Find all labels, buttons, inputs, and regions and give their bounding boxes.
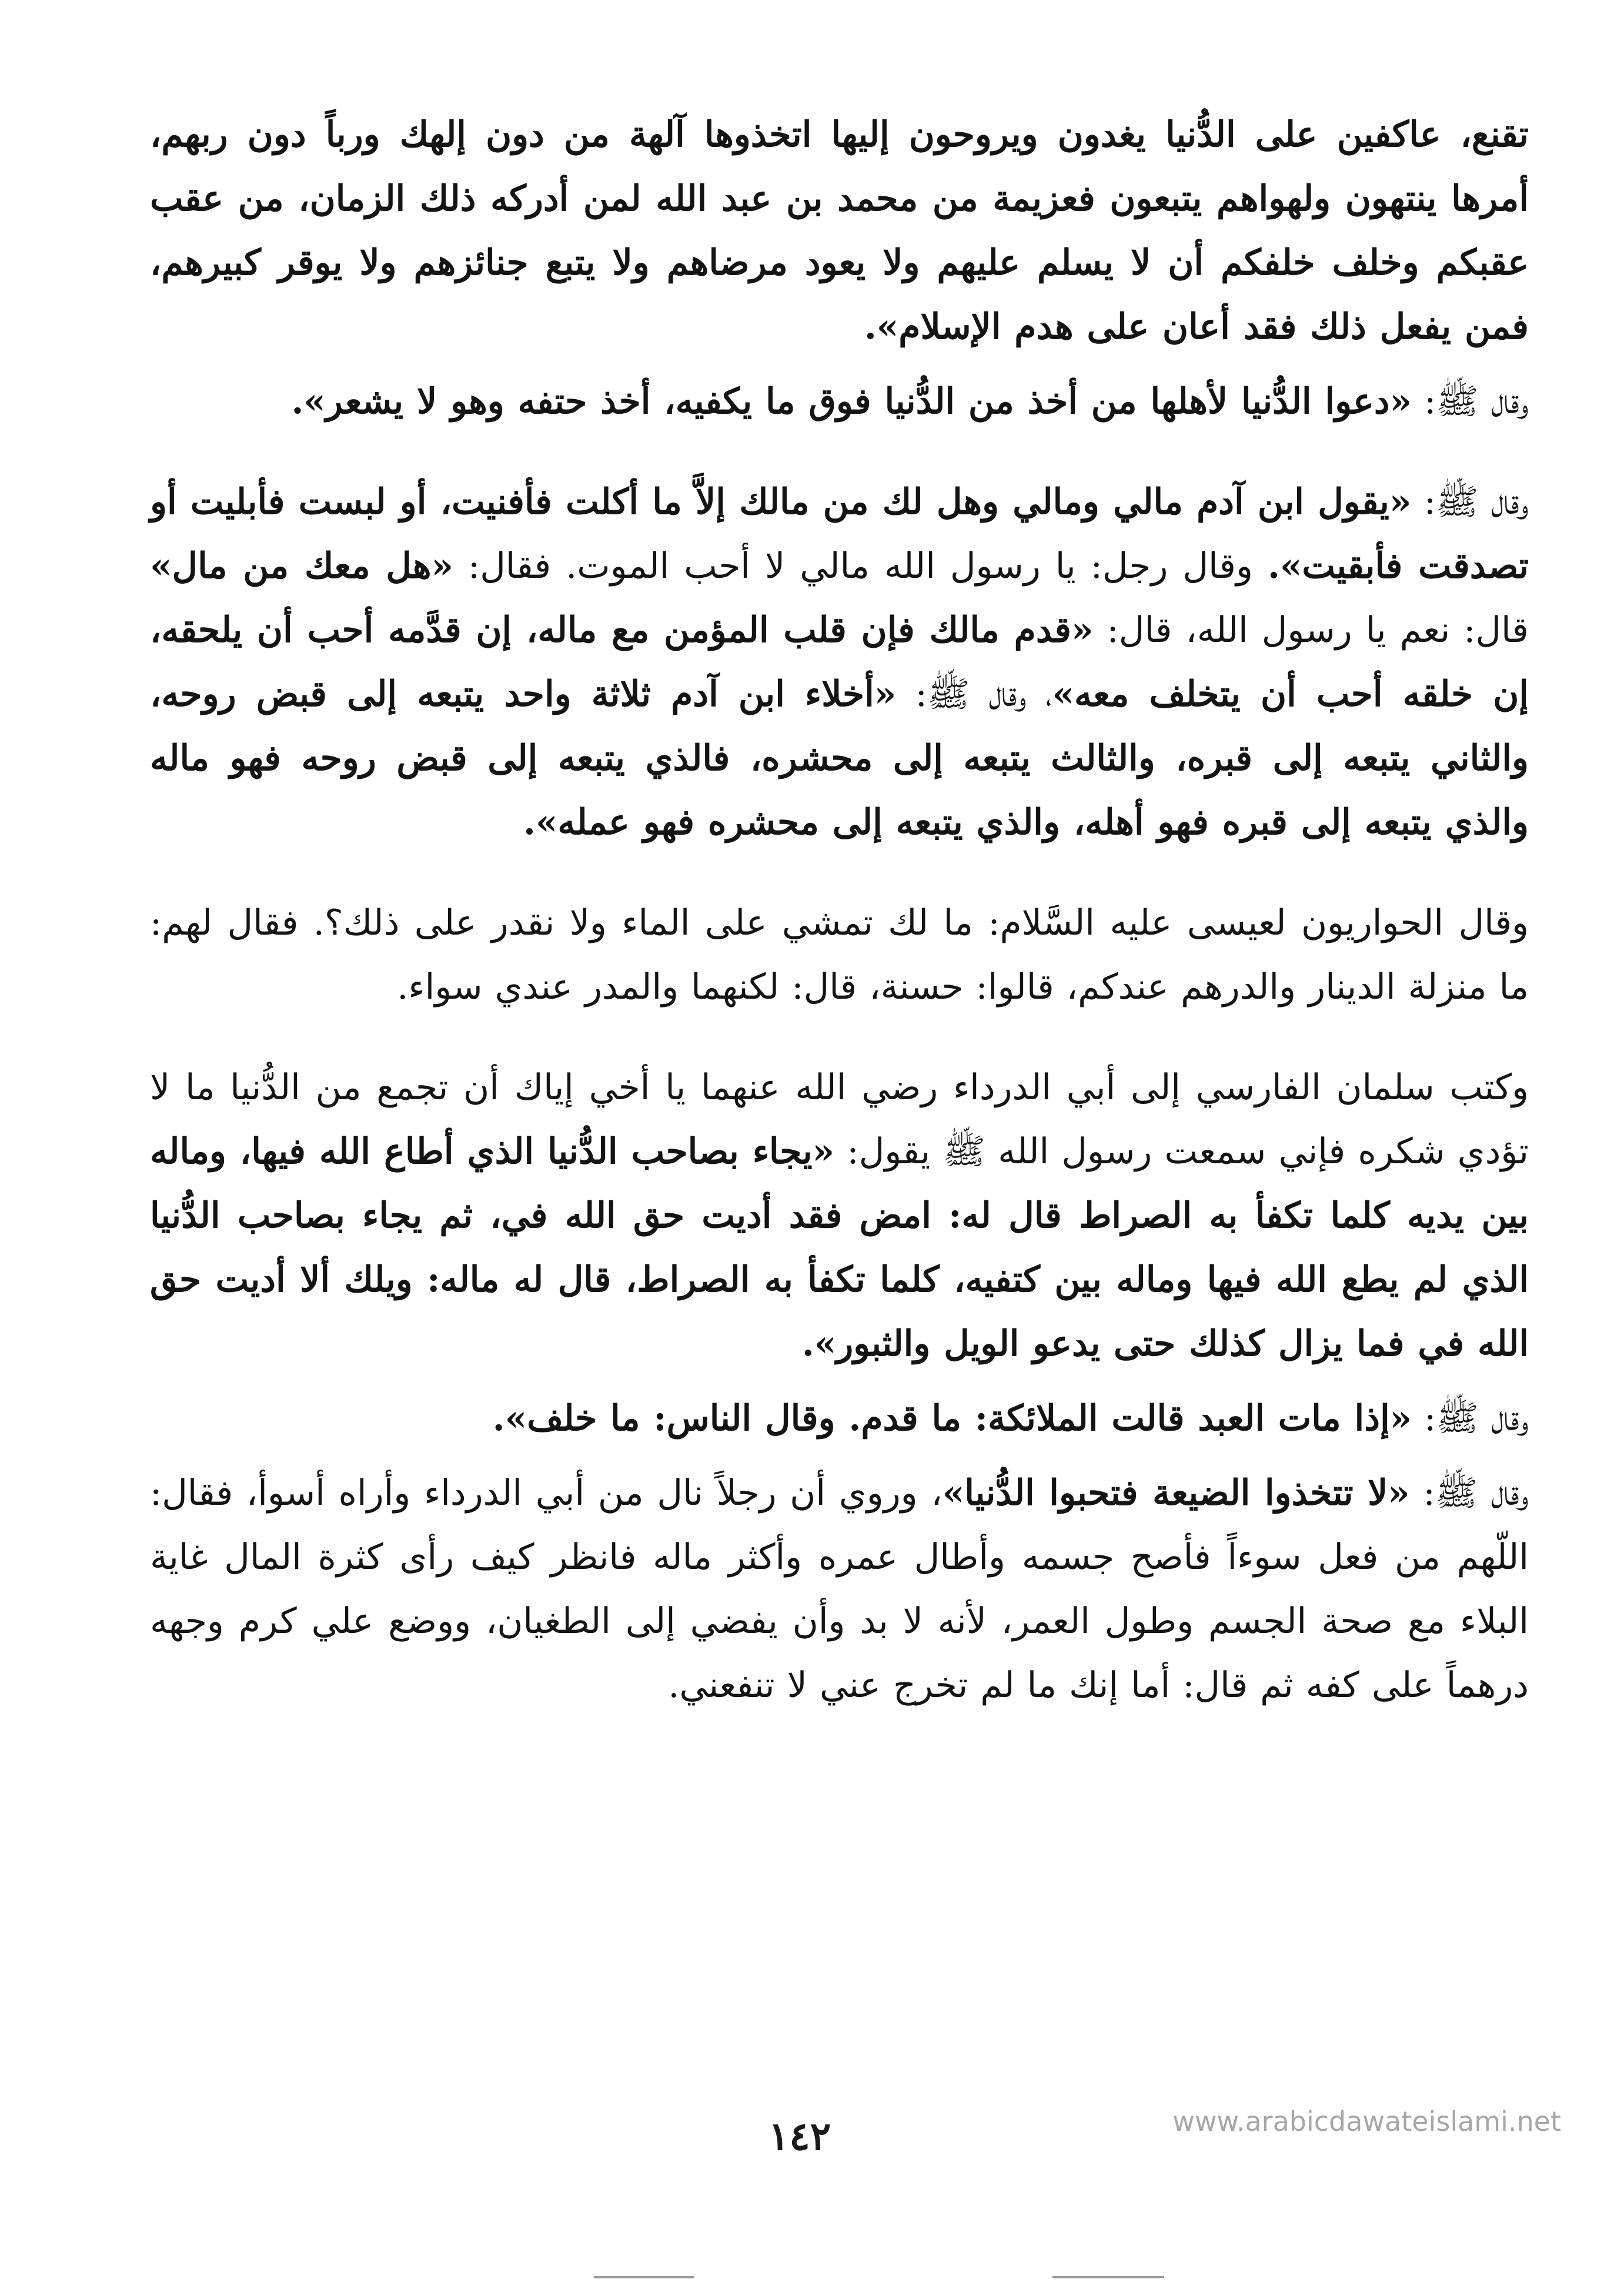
scan-mark-right bbox=[1052, 2276, 1164, 2278]
paragraph-4-text: وقال الحواريون لعيسى عليه السَّلام: ما لك تمشي على الماء ولا نقدر على ذلك؟. فقال لهم: ما منزلة الدينار والدرهم عندكم، قالوا: حسنة، قال: لكنهما والمدر عندي سواء. bbox=[150, 902, 1529, 1008]
paragraph-6-hadith: «إذا مات العبد قالت الملائكة: ما قدم. وقال الناس: ما خلف». bbox=[492, 1398, 1412, 1439]
page-number: ١٤٢ bbox=[768, 2113, 831, 2159]
paragraph-3-tail-3: ، وقال ﷺ: bbox=[896, 674, 1052, 715]
paragraph-7-tail: ، وروي أن رجلاً نال من أبي الدرداء وأراه أسوأ، فقال: اللّهم من فعل سوءاً فأصح جسمه وأطال عمره وأكثر ماله فانظر كيف رأى كثرة المال غاية البلاء مع صحة الجسم وطول العمر، لأنه لا بد وأن يفضي إلى الطغيان، ووضع علي كرم وجهه درهماً على كفه ثم قال: أما إنك ما لم تخرج عني لا تنفعني. bbox=[150, 1472, 1529, 1706]
paragraph-3-hadith: «يقول ابن آدم مالي ومالي وهل لك من مالك إلاَّ ما أكلت فأفنيت، أو لبست فأبليت أو تصدقت فأبقيت». bbox=[150, 481, 1529, 587]
paragraph-3-hadith-3: «قدم مالك فإن قلب المؤمن مع ماله، إن قدَّمه أحب أن يلحقه، إن خلقه أحب أن يتخلف معه» bbox=[150, 610, 1529, 715]
paragraph-3-hadith-4: «أخلاء ابن آدم ثلاثة واحد يتبعه إلى قبض روحه، والثاني يتبعه إلى قبره، والثالث يتبعه إلى محشره، فالذي يتبعه إلى قبض روحه فهو ماله والذي يتبعه إلى قبره فهو أهله، والذي يتبعه إلى محشره فهو عمله». bbox=[150, 674, 1529, 843]
paragraph-5-hadith: «يجاء بصاحب الدُّنيا الذي أطاع الله فيها، وماله بين يديه كلما تكفأ به الصراط قال له: امض فقد أديت حق الله في، ثم يجاء بصاحب الدُّنيا الذي لم يطع الله فيها وماله بين كتفيه، كلما تكفأ به الصراط، قال له ماله: ويلك ألا أديت حق الله في فما يزال كذلك حتى يدعو الويل والثبور». bbox=[150, 1131, 1529, 1364]
paragraph-6-lead: وقال ﷺ: bbox=[1412, 1398, 1529, 1439]
scan-mark-left bbox=[594, 2276, 694, 2278]
paragraph-5 bbox=[150, 1056, 1529, 1376]
paragraph-3-lead: وقال ﷺ: bbox=[1411, 481, 1529, 523]
paragraph-2 bbox=[150, 370, 1529, 434]
paragraph-1-text: تقنع، عاكفين على الدُّنيا يغدون ويروحون إليها اتخذوها آلهة من دون إلهك ورباً دون ربهم، أمرها ينتهون ولهواهم يتبعون فعزيمة من محمد بن عبد الله لمن أدركه ذلك الزمان، من عقب عقبكم وخلف خلفكم أن لا يسلم عليهم ولا يعود مرضاهم ولا يتبع جنائزهم ولا يوقر كبيرهم، فمن يفعل ذلك فقد أعان على هدم الإسلام». bbox=[150, 114, 1529, 347]
paragraph-7-lead: وقال ﷺ: bbox=[1409, 1472, 1529, 1514]
paragraph-3-tail-2: قال: نعم يا رسول الله، قال: bbox=[1093, 610, 1529, 651]
paragraph-7-hadith: «لا تتخذوا الضيعة فتحبوا الدُّنيا» bbox=[942, 1472, 1410, 1514]
paragraph-1 bbox=[150, 103, 1529, 359]
watermark: www.arabicdawateislami.net bbox=[1172, 2106, 1561, 2137]
paragraph-2-hadith: «دعوا الدُّنيا لأهلها من أخذ من الدُّنيا فوق ما يكفيه، أخذ حتفه وهو لا يشعر». bbox=[291, 381, 1412, 422]
paragraph-3 bbox=[150, 470, 1529, 855]
paragraph-3-tail: وقال رجل: يا رسول الله مالي لا أحب الموت. فقال: bbox=[453, 545, 1268, 587]
paragraph-4 bbox=[150, 891, 1529, 1019]
paragraph-7 bbox=[150, 1461, 1529, 1718]
main-text bbox=[150, 103, 1529, 1718]
paragraph-3-hadith-2: «هل معك من مال» bbox=[150, 545, 453, 587]
paragraph-5-lead: وكتب سلمان الفارسي إلى أبي الدرداء رضي الله عنهما يا أخي إياك أن تجمع من الدُّنيا ما لا تؤدي شكره فإني سمعت رسول الله ﷺ يقول: bbox=[150, 1067, 1529, 1172]
paragraph-6 bbox=[150, 1387, 1529, 1451]
paragraph-2-lead: وقال ﷺ: bbox=[1412, 381, 1529, 422]
